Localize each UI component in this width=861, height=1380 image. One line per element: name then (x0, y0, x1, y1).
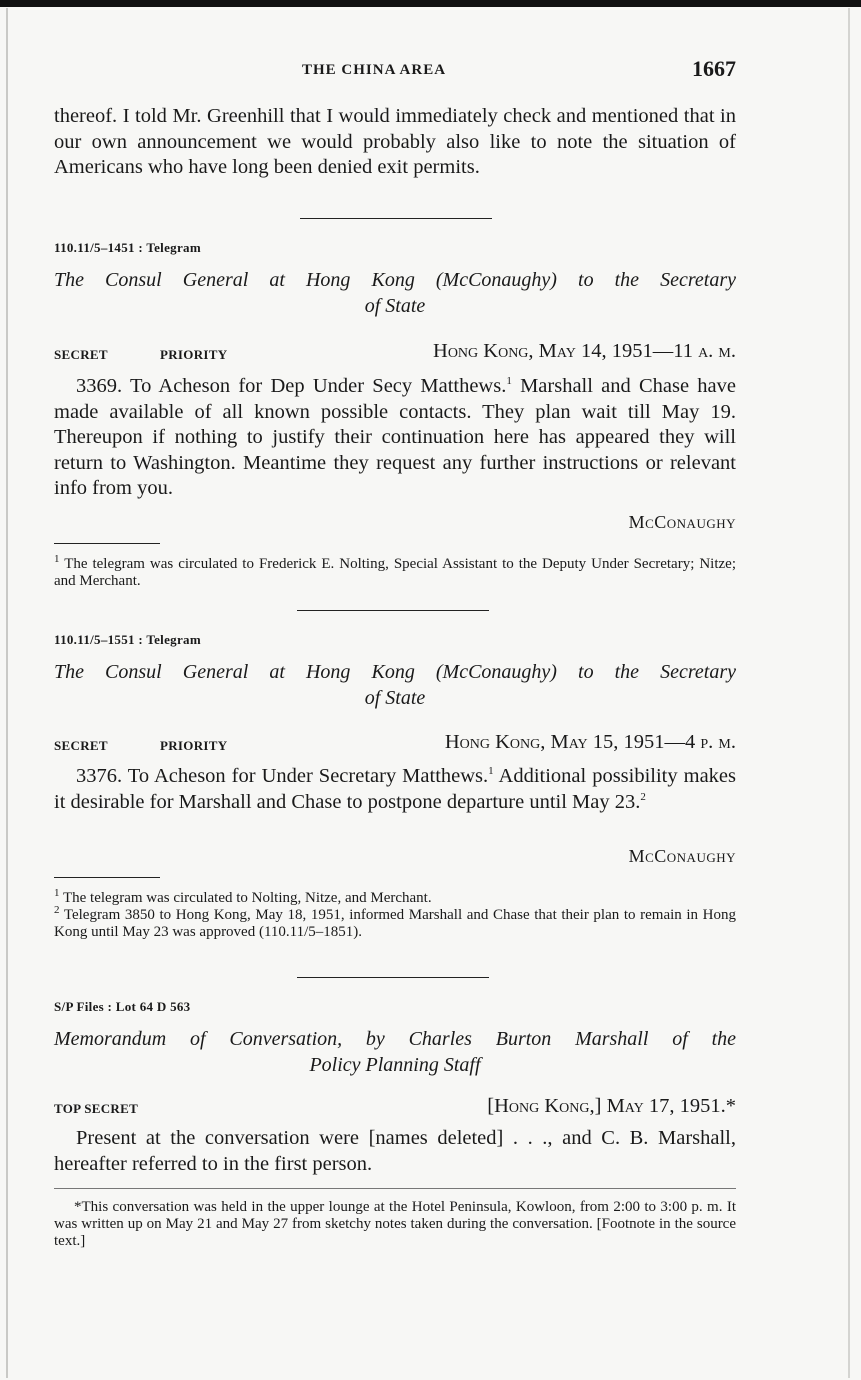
doc1-footnote (54, 553, 736, 590)
running-title: THE CHINA AREA (302, 62, 447, 78)
doc2-footnote1-text: The telegram was circulated to Nolting, Nitze, and Merchant. (62, 890, 432, 906)
doc2-footnote1 (54, 887, 736, 907)
doc2-body-part1: 3376. To Acheson for Under Secretary Matthews. (76, 765, 489, 787)
doc2-classification: SECRET (54, 738, 108, 753)
doc3-classification: TOP SECRET (54, 1101, 139, 1116)
doc1-body-part1: 3369. To Acheson for Dep Under Secy Matthews. (76, 375, 507, 397)
doc2-footnote-rule (54, 877, 160, 878)
doc1-dateline: Hong Kong, May 14, 1951—11 a. m. (433, 340, 736, 362)
doc2-body-part2: Additional possibility makes it desirable for Marshall and Chase to postpone departure until May 23. (54, 765, 736, 813)
section-divider (300, 218, 492, 219)
doc2-body (54, 764, 736, 815)
scan-left-edge (6, 8, 8, 1378)
doc3-footnote: *This conversation was held in the upper lounge at the Hotel Peninsula, Kowloon, from 2:00 to 3:00 p. m. It was written up on May 21 and May 27 from sketchy notes taken during the conversation. [Footnote in the source text.] (54, 1199, 736, 1249)
doc2-title-line1: The Consul General at Hong Kong (McConaughy) to the Secretary (54, 661, 736, 683)
doc1-signature: McConaughy (628, 512, 736, 532)
doc2-footnote2 (54, 904, 737, 941)
scan-right-edge (848, 8, 850, 1378)
scan-top-edge (0, 0, 861, 7)
doc2-signature: McConaughy (628, 846, 736, 866)
doc1-title (54, 267, 736, 319)
doc3-title-line2: Policy Planning Staff (309, 1054, 481, 1076)
intro-paragraph: thereof. I told Mr. Greenhill that I would immediately check and mentioned that in our own announcement we would probably also like to note the situation of Americans who have long been denied exit permits. (54, 105, 736, 178)
doc3-title-line1: Memorandum of Conversation, by Charles Burton Marshall of the (54, 1028, 736, 1050)
doc1-footnote-rule (54, 543, 160, 544)
doc1-classification: SECRET (54, 347, 108, 362)
doc2-footnote2-text: Telegram 3850 to Hong Kong, May 18, 1951, informed Marshall and Chase that their plan to remain in Hong Kong until May 23 was approved (110.11/5–1851). (54, 907, 737, 940)
doc3-footnote-rule (54, 1188, 736, 1189)
doc1-file-ref: 110.11/5–1451 : Telegram (54, 240, 201, 255)
doc2-footnote2-mark: 2 (54, 904, 60, 916)
section-divider (297, 610, 489, 611)
doc2-file-ref: 110.11/5–1551 : Telegram (54, 632, 201, 647)
doc1-footnote-text: The telegram was circulated to Frederick E. Nolting, Special Assistant to the Deputy Under Secretary; Nitze; and Merchant. (54, 556, 736, 589)
doc1-priority: PRIORITY (160, 347, 228, 362)
doc2-note-ref2: 2 (640, 790, 646, 803)
doc2-note-ref1: 1 (488, 765, 494, 778)
doc2-title (54, 659, 736, 711)
doc1-title-line1: The Consul General at Hong Kong (McConaughy) to the Secretary (54, 269, 736, 291)
page-number: 1667 (692, 56, 736, 81)
doc1-note-ref: 1 (506, 375, 512, 388)
doc2-dateline: Hong Kong, May 15, 1951—4 p. m. (444, 731, 736, 753)
doc3-title (54, 1026, 736, 1078)
doc2-footnote1-mark: 1 (54, 887, 60, 899)
doc2-footnotes (54, 887, 737, 941)
doc1-title-line2: of State (364, 295, 426, 317)
doc1-footnote-mark: 1 (54, 553, 60, 565)
section-divider (297, 977, 489, 978)
doc3-dateline: [Hong Kong,] May 17, 1951.* (487, 1095, 736, 1117)
doc3-body: Present at the conversation were [names deleted] . . ., and C. B. Marshall, hereafter referred to in the first person. (54, 1127, 736, 1175)
doc1-body (54, 374, 736, 502)
doc3-file-ref: S/P Files : Lot 64 D 563 (54, 999, 191, 1014)
doc2-priority: PRIORITY (160, 738, 228, 753)
doc2-title-line2: of State (364, 687, 426, 709)
doc1-body-part2: Marshall and Chase have made available of all known possible contacts. They plan wait till May 19. Thereupon if nothing to justify their continuation here has appeared they will return to Washington. Meantime they request any further instructions or relevant info from you. (54, 375, 736, 499)
